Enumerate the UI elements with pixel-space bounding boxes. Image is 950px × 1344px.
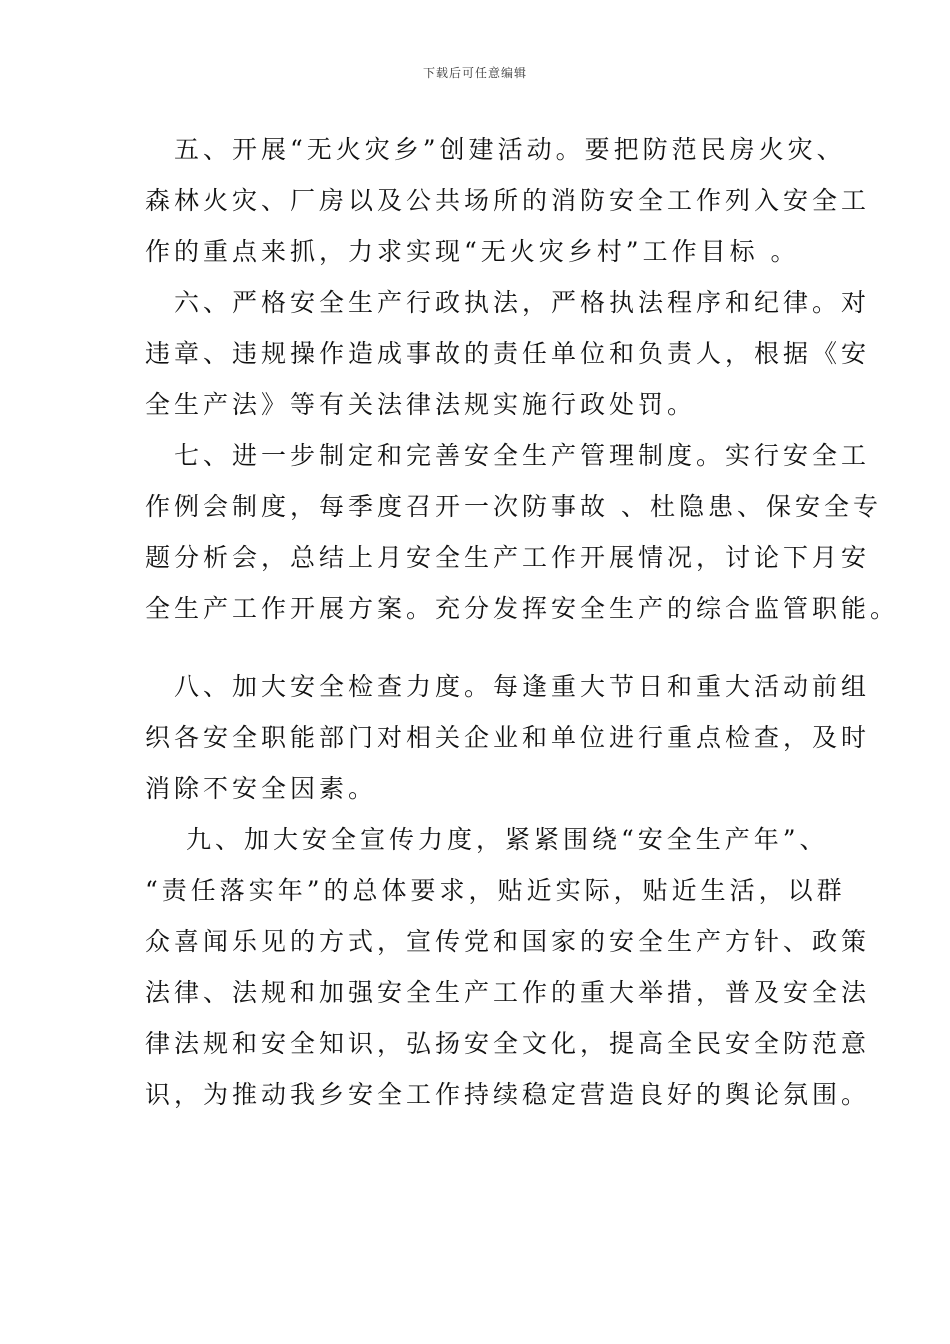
paragraph-5 — [145, 124, 871, 277]
text-line: 六、严格安全生产行政执法，严格执法程序和纪律。对 — [145, 288, 871, 317]
text-line: 森林火灾、厂房以及公共场所的消防安全工作列入安全工 — [145, 186, 871, 215]
page-header: 下载后可任意编辑 — [422, 66, 527, 80]
text-line: 织各安全职能部门对相关企业和单位进行重点检查，及时 — [145, 723, 871, 752]
text-line: “责任落实年”的总体要求，贴近实际，贴近生活，以群 — [145, 876, 846, 905]
text-line: 作的重点来抓，力求实现“无火灾乡村”工作目标 。 — [145, 237, 800, 266]
text-line: 全生产工作开展方案。充分发挥安全生产的综合监管职能。 — [145, 594, 900, 623]
text-line: 五、开展“无火灾乡”创建活动。要把防范民房火灾、 — [145, 135, 846, 164]
paragraph-9 — [145, 814, 871, 1120]
text-line: 八、加大安全检查力度。每逢重大节日和重大活动前组 — [145, 672, 871, 701]
text-line: 律法规和安全知识，弘扬安全文化，提高全民安全防范意 — [145, 1029, 871, 1058]
text-line: 消除不安全因素。 — [145, 774, 378, 803]
paragraph-spacer — [145, 634, 810, 661]
paragraph-8 — [145, 661, 871, 814]
text-line: 九、加大安全宣传力度，紧紧围绕“安全生产年”、 — [145, 825, 829, 854]
text-line: 法律、法规和加强安全生产工作的重大举措，普及安全法 — [145, 978, 871, 1007]
paragraph-6 — [145, 277, 871, 430]
document-body — [145, 124, 900, 1120]
text-line: 七、进一步制定和完善安全生产管理制度。实行安全工 — [145, 441, 871, 470]
text-line: 识，为推动我乡安全工作持续稳定营造良好的舆论氛围。 — [145, 1080, 871, 1109]
text-line: 违章、违规操作造成事故的责任单位和负责人，根据《安 — [145, 339, 871, 368]
text-line: 众喜闻乐见的方式，宣传党和国家的安全生产方针、政策 — [145, 927, 871, 956]
text-line: 题分析会，总结上月安全生产工作开展情况，讨论下月安 — [145, 543, 871, 572]
paragraph-7 — [145, 430, 900, 634]
text-line: 全生产法》等有关法律法规实施行政处罚。 — [145, 390, 697, 419]
text-line: 作例会制度，每季度召开一次防事故 、杜隐患、保安全专 — [145, 492, 882, 521]
